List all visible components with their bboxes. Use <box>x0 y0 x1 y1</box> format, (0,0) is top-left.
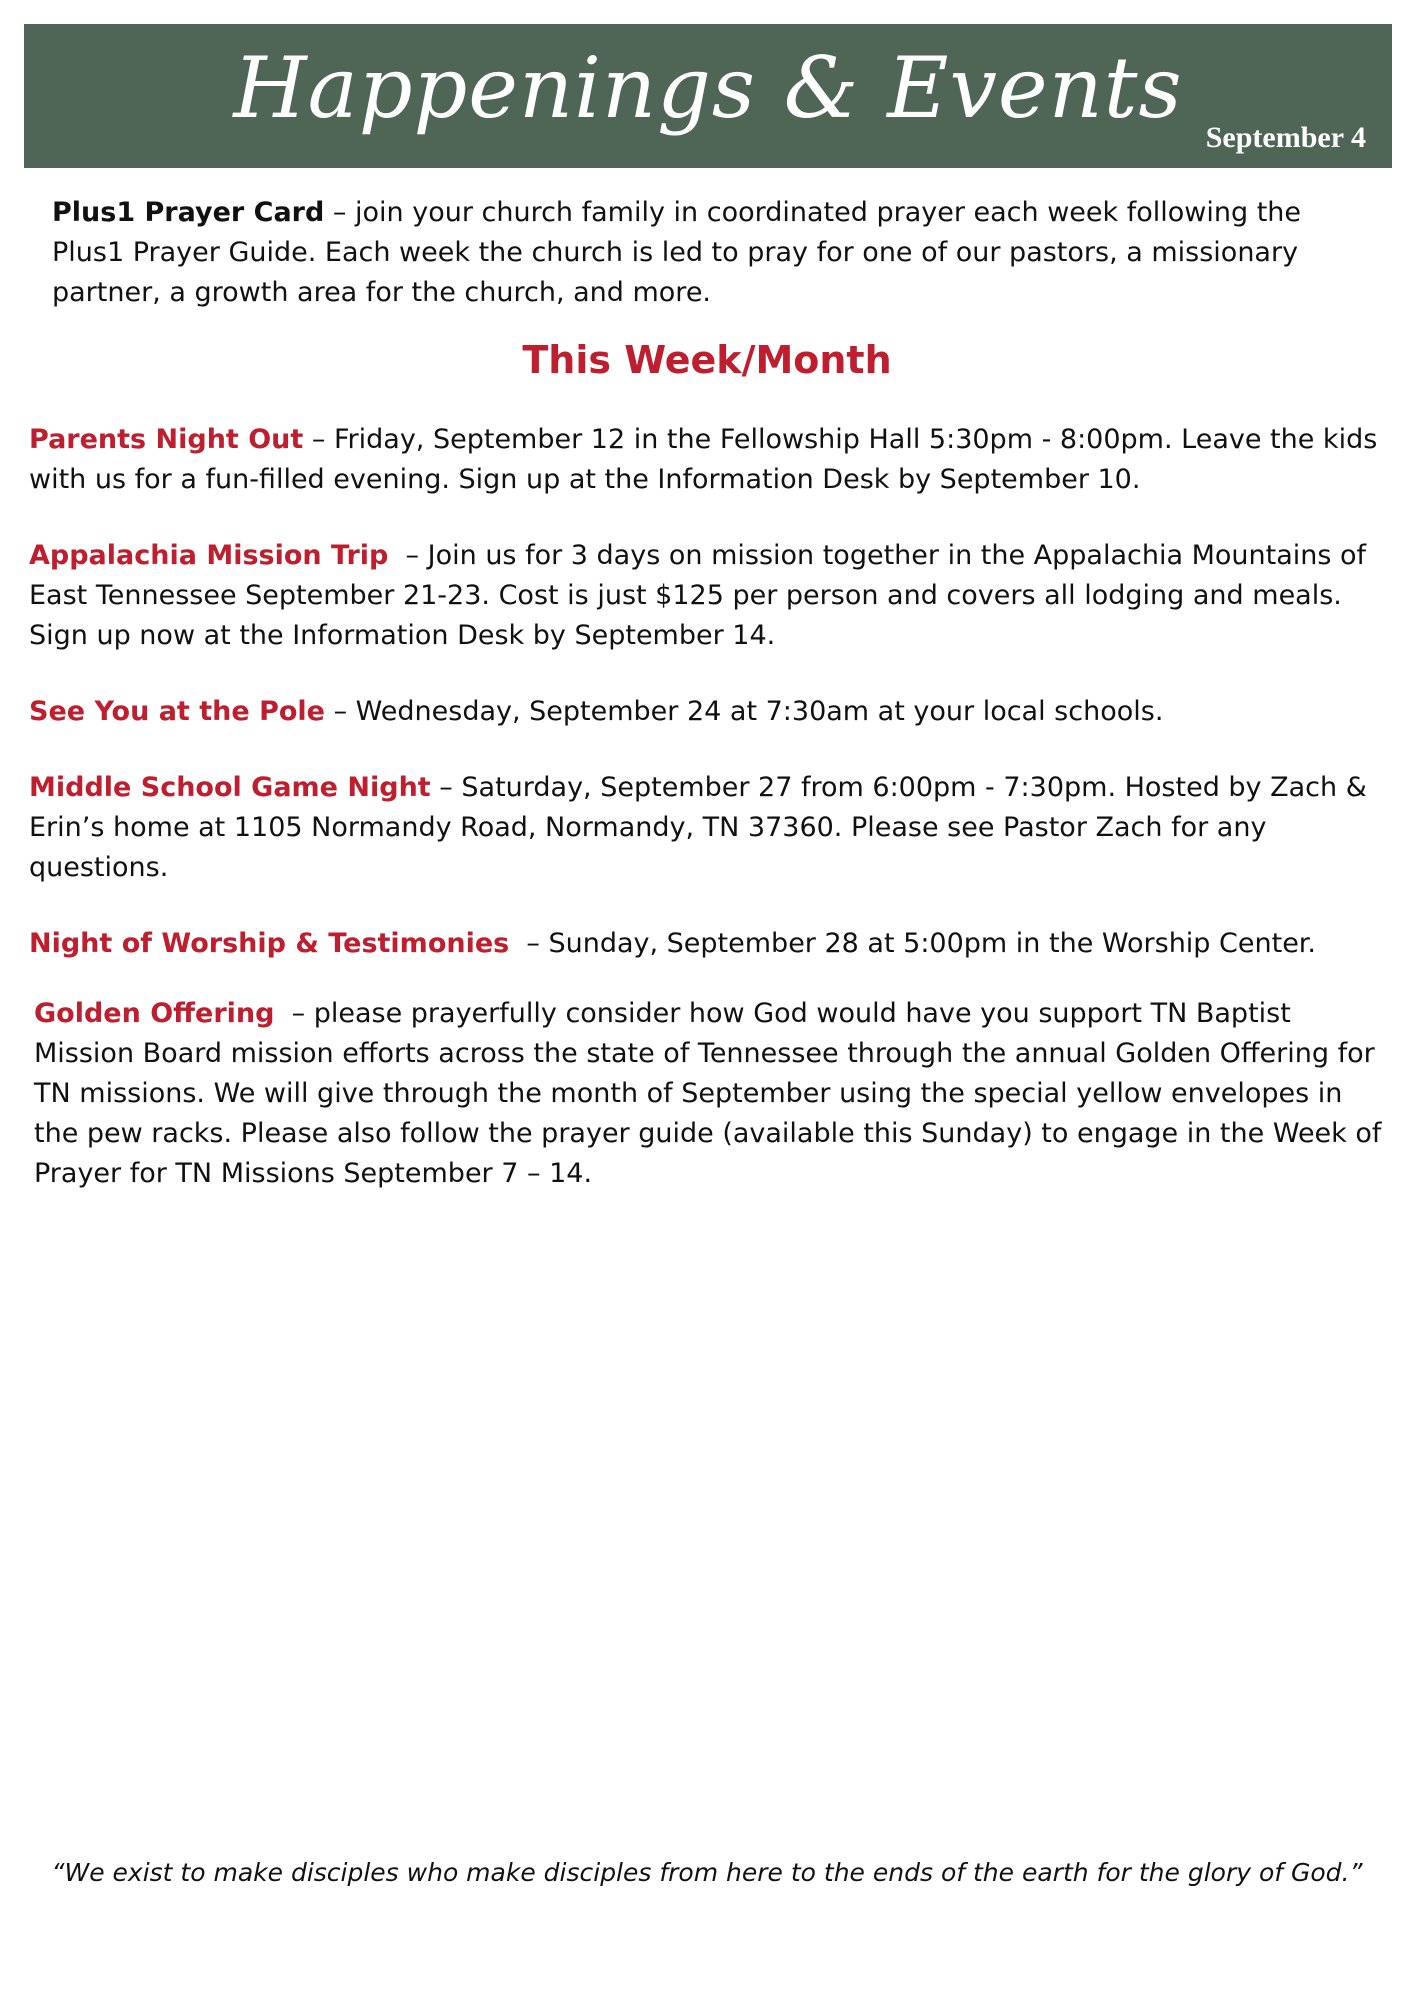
event-item-appalachia-mission-trip <box>29 536 1389 656</box>
event-title: Golden Offering <box>34 998 275 1029</box>
event-text: – please prayerfully consider how God would have you support TN Baptist Mission Board mission efforts across the state of Tennessee through the annual Golden Offering for TN missions. We will give through the month of September using the special yellow envelopes in the pew racks. Please also follow the prayer guide (available this Sunday) to engage in the Week of Prayer for TN Missions September 7 – 14. <box>34 998 1390 1189</box>
event-item-middle-school-game-night <box>29 768 1389 888</box>
event-title: Appalachia Mission Trip <box>29 540 389 571</box>
event-text: – Sunday, September 28 at 5:00pm in the Worship Center. <box>509 928 1317 959</box>
event-item-night-of-worship <box>29 924 1389 964</box>
event-title: Middle School Game Night <box>29 772 431 803</box>
event-title: Night of Worship & Testimonies <box>29 928 510 959</box>
event-item-see-you-at-the-pole <box>29 692 1389 732</box>
event-text: – Join us for 3 days on mission together in the Appalachia Mountains of East Tennessee September 21-23. Cost is just $125 per person and covers all lodging and meals. Sign up now at the Information Desk by September 14. <box>29 540 1375 651</box>
section-heading: This Week/Month <box>522 338 892 382</box>
header-date: September 4 <box>1205 121 1366 154</box>
page-title: Happenings & Events <box>233 39 1183 137</box>
event-title: See You at the Pole <box>29 696 325 727</box>
event-title: Parents Night Out <box>29 424 304 455</box>
header-banner <box>24 24 1392 168</box>
event-text: – Wednesday, September 24 at 7:30am at your local schools. <box>325 696 1164 727</box>
event-text: – Saturday, September 27 from 6:00pm - 7:30pm. Hosted by Zach & Erin’s home at 1105 Normandy Road, Normandy, TN 37360. Please see Pastor Zach for any questions. <box>29 772 1367 883</box>
event-text: – Friday, September 12 in the Fellowship Hall 5:30pm - 8:00pm. Leave the kids with us for a fun-filled evening. Sign up at the Information Desk by September 10. <box>29 424 1378 495</box>
events-list <box>29 420 1389 1230</box>
intro-label: Plus1 Prayer Card <box>52 197 325 228</box>
event-item-parents-night-out <box>29 420 1389 500</box>
intro-text: – join your church family in coordinated prayer each week following the Plus1 Prayer Guide. Each week the church is led to pray for one of our pastors, a missionary partner, a growth area for the church, and more. <box>52 197 1302 308</box>
intro-paragraph <box>52 193 1342 313</box>
footer-quote: “We exist to make disciples who make disciples from here to the ends of the earth for the glory of God.” <box>51 1858 1363 1887</box>
event-item-golden-offering <box>34 994 1389 1194</box>
